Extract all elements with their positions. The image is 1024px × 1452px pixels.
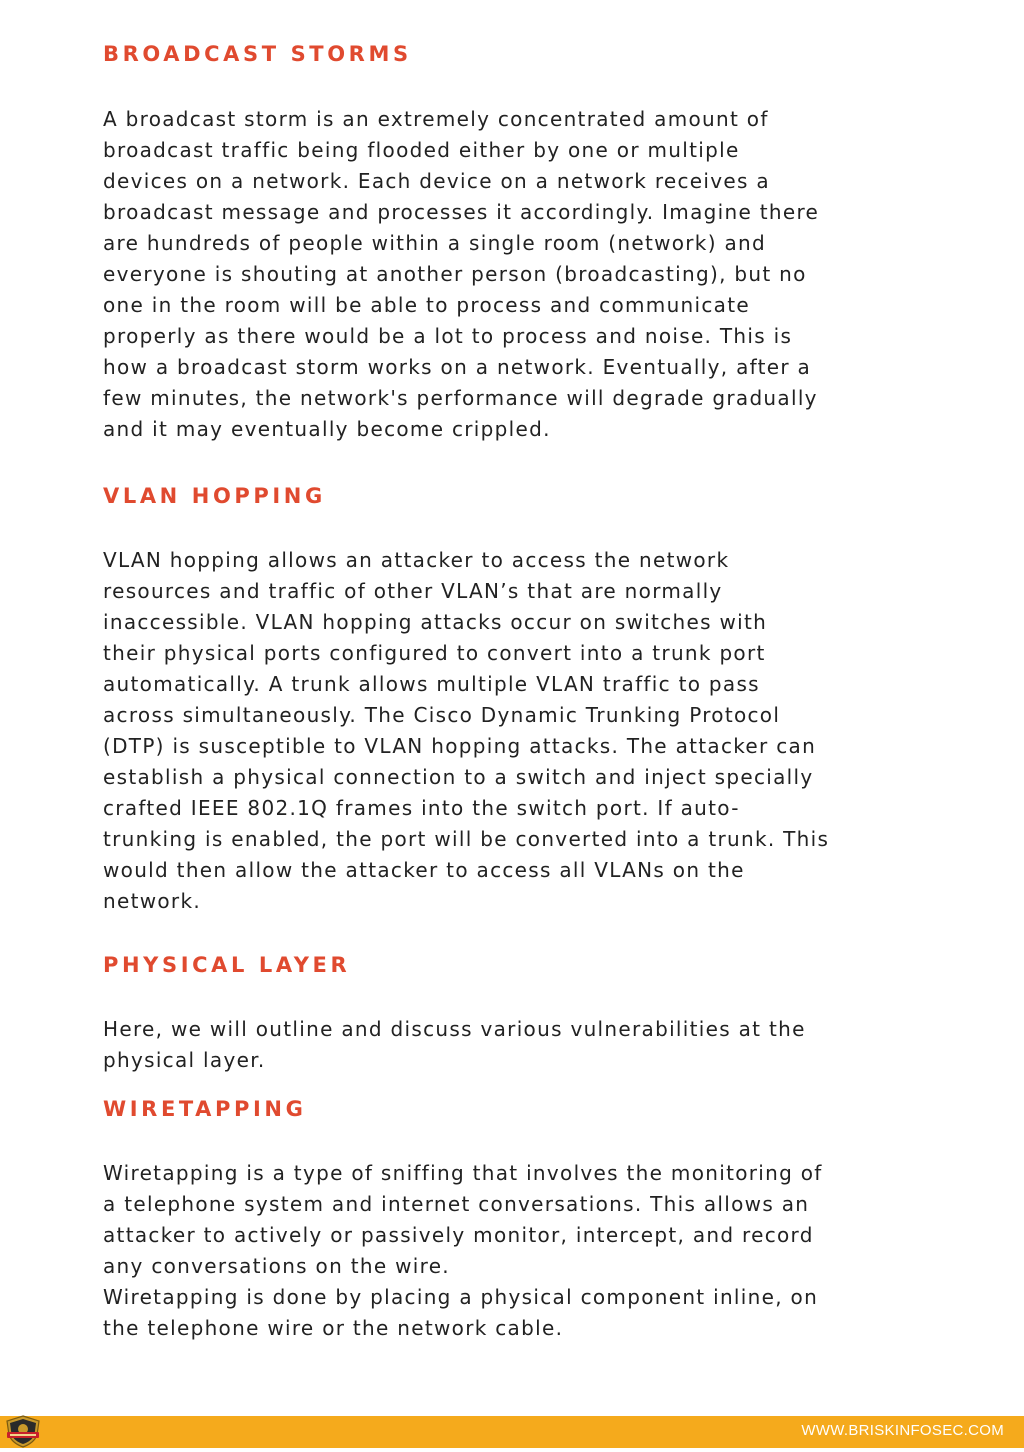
heading-broadcast-storms: BROADCAST STORMS	[103, 42, 412, 66]
text-line: one in the room will be able to process and communicate	[103, 293, 750, 317]
footer-website-link[interactable]: WWW.BRISKINFOSEC.COM	[801, 1422, 1004, 1439]
shield-logo-icon	[4, 1415, 42, 1448]
text-line: devices on a network. Each device on a network receives a	[103, 169, 770, 193]
text-line: their physical ports configured to convert into a trunk port	[103, 641, 766, 665]
text-line: establish a physical connection to a switch and inject specially	[103, 765, 814, 789]
text-line: Wiretapping is done by placing a physical component inline, on	[103, 1285, 819, 1309]
paragraph-broadcast-storms	[103, 104, 819, 445]
text-line: broadcast traffic being flooded either by one or multiple	[103, 138, 740, 162]
text-line: attacker to actively or passively monitor, intercept, and record	[103, 1223, 814, 1247]
text-line: Wiretapping is a type of sniffing that involves the monitoring of	[103, 1161, 823, 1185]
paragraph-wiretapping	[103, 1158, 823, 1344]
text-line: A broadcast storm is an extremely concentrated amount of	[103, 107, 769, 131]
heading-wiretapping: WIRETAPPING	[103, 1097, 307, 1121]
paragraph-physical-layer	[103, 1014, 806, 1076]
text-line: any conversations on the wire.	[103, 1254, 450, 1278]
text-line: trunking is enabled, the port will be converted into a trunk. This	[103, 827, 830, 851]
text-line: VLAN hopping allows an attacker to access the network	[103, 548, 730, 572]
text-line: inaccessible. VLAN hopping attacks occur on switches with	[103, 610, 768, 634]
text-line: few minutes, the network's performance will degrade gradually	[103, 386, 818, 410]
text-line: resources and traffic of other VLAN’s that are normally	[103, 579, 723, 603]
text-line: automatically. A trunk allows multiple VLAN traffic to pass	[103, 672, 760, 696]
text-line: the telephone wire or the network cable.	[103, 1316, 564, 1340]
heading-vlan-hopping: VLAN HOPPING	[103, 484, 326, 508]
text-line: broadcast message and processes it accordingly. Imagine there	[103, 200, 820, 224]
text-line: network.	[103, 889, 201, 913]
text-line: (DTP) is susceptible to VLAN hopping attacks. The attacker can	[103, 734, 817, 758]
text-line: a telephone system and internet conversations. This allows an	[103, 1192, 810, 1216]
heading-physical-layer: PHYSICAL LAYER	[103, 953, 351, 977]
text-line: Here, we will outline and discuss various vulnerabilities at the	[103, 1017, 806, 1041]
text-line: physical layer.	[103, 1048, 266, 1072]
text-line: everyone is shouting at another person (broadcasting), but no	[103, 262, 807, 286]
text-line: are hundreds of people within a single room (network) and	[103, 231, 766, 255]
text-line: properly as there would be a lot to process and noise. This is	[103, 324, 793, 348]
text-line: crafted IEEE 802.1Q frames into the switch port. If auto-	[103, 796, 740, 820]
text-line: would then allow the attacker to access all VLANs on the	[103, 858, 745, 882]
text-line: how a broadcast storm works on a network. Eventually, after a	[103, 355, 812, 379]
paragraph-vlan-hopping	[103, 545, 829, 917]
text-line: across simultaneously. The Cisco Dynamic Trunking Protocol	[103, 703, 781, 727]
text-line: and it may eventually become crippled.	[103, 417, 551, 441]
